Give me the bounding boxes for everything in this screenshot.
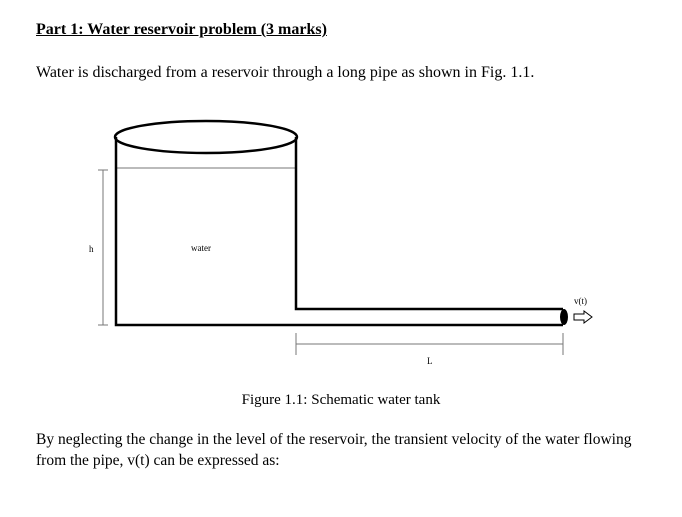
velocity-label: v(t) xyxy=(574,296,587,306)
water-label: water xyxy=(191,243,211,253)
l-label: L xyxy=(427,356,433,366)
section-heading: Part 1: Water reservoir problem (3 marks) xyxy=(36,21,327,38)
velocity-arrow-icon xyxy=(574,311,592,323)
tank-pipe-outline xyxy=(116,137,563,325)
body-paragraph: By neglecting the change in the level of the reservoir, the transient velocity of the water flowing from the pipe, v(t) can be expressed as: xyxy=(36,431,632,469)
h-label: h xyxy=(89,244,94,254)
tank-top-ellipse xyxy=(115,121,297,153)
intro-text: Water is discharged from a reservoir through a long pipe as shown in Fig. 1.1. xyxy=(36,64,535,81)
figure-caption: Figure 1.1: Schematic water tank xyxy=(241,392,441,408)
pipe-outlet xyxy=(560,309,568,325)
